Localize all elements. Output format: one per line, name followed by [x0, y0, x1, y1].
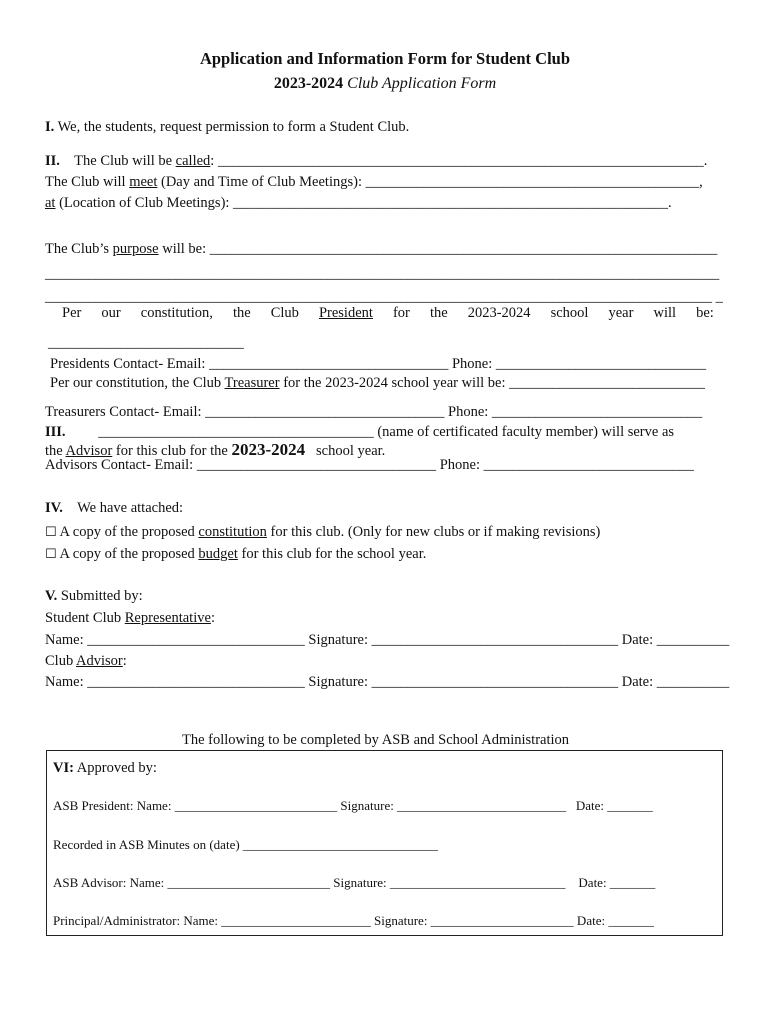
advisor-contact-line[interactable]: Advisors Contact- Email: _________________________________ Phone: _____________________________ [45, 457, 694, 473]
purpose-blank-line-1[interactable]: _____________________________________________________________________________________________ [45, 266, 720, 282]
section-6-title: Approved by: [76, 760, 157, 776]
president-name-blank[interactable]: ___________________________ [48, 335, 244, 351]
treasurer-contact-line[interactable]: Treasurers Contact- Email: _________________________________ Phone: _____________________________ [45, 404, 703, 420]
purpose-label: The Club’s [45, 241, 113, 257]
section-6-heading [53, 759, 157, 777]
principal-line[interactable]: Principal/Administrator: Name: _______________________ Signature: ______________________ Date: _______ [53, 913, 654, 928]
meeting-location-keyword: at [45, 195, 56, 211]
word: Club [270, 305, 299, 321]
section-4-heading [45, 499, 183, 517]
checkbox-icon[interactable]: ☐ [45, 525, 57, 540]
text: A copy of the proposed [59, 546, 199, 562]
word: for [392, 305, 410, 321]
approval-box [46, 750, 723, 936]
club-advisor-signature-line[interactable]: Name: ______________________________ Signature: __________________________________ Date: __________ [45, 674, 730, 690]
purpose-keyword: purpose [112, 241, 159, 257]
treasurer-label: Per our constitution, the Club [50, 375, 225, 391]
form-subtitle [0, 75, 770, 93]
admin-caption: The following to be completed by ASB and School Administration [182, 732, 570, 748]
section-5-heading [45, 587, 143, 605]
club-name-keyword: called [175, 153, 211, 169]
text: for this club. (Only for new clubs or if making revisions) [266, 524, 601, 540]
club-name-blank[interactable]: : ___________________________________________________________________. [210, 153, 708, 169]
section-1-number: I. [45, 119, 55, 135]
advisor-name-line[interactable] [45, 423, 674, 441]
checkbox-icon[interactable]: ☐ [45, 547, 57, 562]
text: for this club for the school year. [237, 546, 427, 562]
purpose-line[interactable] [45, 240, 717, 258]
section-5-number: V. [45, 588, 58, 604]
word: will [653, 305, 677, 321]
president-contact-line[interactable]: Presidents Contact- Email: _________________________________ Phone: _____________________________ [50, 356, 707, 372]
section-3-number: III. [45, 424, 66, 440]
treasurer-line[interactable] [50, 374, 705, 392]
word: be: [696, 305, 714, 321]
text: for this club for the [112, 443, 232, 459]
meeting-location-line[interactable] [45, 194, 672, 212]
section-1 [45, 118, 409, 136]
advisor-year: 2023-2024 [231, 440, 306, 459]
text: Student Club [45, 610, 125, 626]
section-5-title: Submitted by: [60, 588, 143, 604]
subtitle-text: Club Application Form [347, 75, 497, 92]
budget-keyword: budget [198, 546, 238, 562]
word: school [550, 305, 589, 321]
text: the [45, 443, 66, 459]
word: the [429, 305, 448, 321]
text: Club [45, 653, 77, 669]
meeting-time-keyword: meet [129, 174, 158, 190]
section-4-number: IV. [45, 500, 63, 516]
club-advisor-keyword: Advisor [76, 653, 123, 669]
subtitle-year: 2023-2024 [273, 75, 344, 92]
president-line [62, 304, 714, 322]
constitution-keyword: constitution [198, 524, 267, 540]
word: our [101, 305, 121, 321]
representative-label [45, 609, 215, 627]
club-advisor-label [45, 652, 127, 670]
purpose-blank[interactable]: will be: ______________________________________________________________________ [158, 241, 718, 257]
advisor-keyword: Advisor [65, 443, 113, 459]
asb-advisor-line[interactable]: ASB Advisor: Name: _________________________ Signature: ___________________________ Date: _______ [53, 875, 656, 890]
advisor-name-blank[interactable]: ______________________________________ (name of certificated faculty member) will serve as [98, 424, 675, 440]
purpose-blank-line-2[interactable]: ____________________________________________________________________________________________ _ [45, 289, 723, 305]
text: A copy of the proposed [59, 524, 199, 540]
attach-constitution-item[interactable] [45, 523, 600, 542]
club-name-label: The Club will be [74, 153, 176, 169]
club-name-line[interactable] [45, 152, 707, 170]
representative-keyword: Representative [124, 610, 211, 626]
text: : [122, 653, 127, 669]
section-2-number: II. [45, 153, 60, 169]
meeting-location-blank[interactable]: (Location of Club Meetings): ____________________________________________________________. [55, 195, 672, 211]
asb-president-line[interactable]: ASB President: Name: _________________________ Signature: __________________________ Date: _______ [53, 798, 653, 813]
asb-minutes-line[interactable]: Recorded in ASB Minutes on (date) ______________________________ [53, 837, 438, 852]
word: Per [62, 305, 82, 321]
meeting-time-blank[interactable]: (Day and Time of Club Meetings): ______________________________________________, [157, 174, 703, 190]
treasurer-blank[interactable]: for the 2023-2024 school year will be: ___________________________ [279, 375, 705, 391]
section-4-title: We have attached: [77, 500, 184, 516]
representative-signature-line[interactable]: Name: ______________________________ Signature: __________________________________ Date: __________ [45, 632, 730, 648]
form-title: Application and Information Form for Student Club [199, 49, 571, 68]
word: year [608, 305, 634, 321]
meeting-time-line[interactable] [45, 173, 703, 191]
text: school year. [305, 443, 386, 459]
section-6-number: VI: [53, 760, 74, 776]
text: : [210, 610, 215, 626]
word: the [232, 305, 251, 321]
president-keyword: President [318, 305, 373, 321]
meeting-time-label: The Club will [45, 174, 130, 190]
treasurer-keyword: Treasurer [224, 375, 280, 391]
attach-budget-item[interactable] [45, 545, 426, 564]
word: constitution, [140, 305, 213, 321]
section-1-text: We, the students, request permission to form a Student Club. [57, 119, 410, 135]
word: 2023-2024 [467, 305, 531, 321]
